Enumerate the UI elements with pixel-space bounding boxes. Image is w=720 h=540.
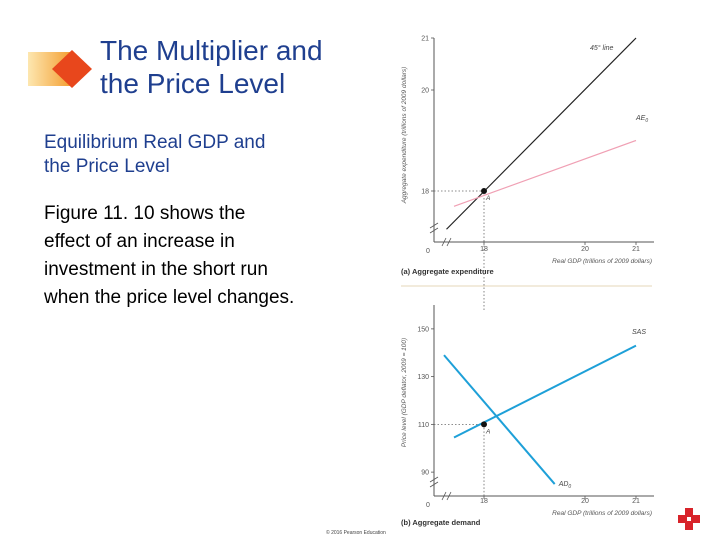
panel-b-y-axis-label: Price level (GDP deflator, 2009 = 100)	[401, 337, 408, 448]
panel-a-x-tick-label: 18	[480, 246, 488, 253]
panel-b-point-label: A	[486, 428, 491, 436]
panel-a-x-axis-label: Real GDP (trillions of 2009 dollars)	[552, 258, 652, 265]
panel-b-x-tick-label: 20	[581, 498, 589, 505]
panel-a-x-tick-label: 21	[632, 246, 640, 253]
body-line-2: effect of an increase in	[44, 231, 235, 252]
panel-a-point-label: A	[486, 195, 491, 202]
panel-a-series-label-1: 45° line	[590, 45, 614, 52]
panel-b-series-label-subscript: 0	[568, 484, 572, 491]
panel-b-point-marker	[481, 421, 487, 427]
panel-a-series-line-2	[454, 141, 636, 207]
panel-a-y-tick-label: 18	[421, 188, 429, 196]
title-line-1: The Multiplier and	[100, 35, 323, 66]
panel-b-x-tick-label: 18	[480, 498, 488, 505]
panel-b-origin-label: 0	[426, 502, 430, 509]
panel-b-y-tick-label: 110	[417, 421, 429, 429]
panel-b-caption: (b) Aggregate demand	[401, 518, 481, 527]
panel-b-series-line-2	[444, 355, 555, 484]
panel-b-x-tick-label: 21	[632, 498, 640, 505]
panel-b-y-tick-label: 130	[417, 374, 429, 382]
panel-a-series-label-2: $AE_0$	[636, 115, 649, 124]
panel-a-y-tick-label: 20	[421, 87, 429, 95]
subtitle-line-1: Equilibrium Real GDP and	[44, 132, 266, 153]
red-cross-nav-icon[interactable]	[678, 508, 700, 530]
panel-a-x-tick-label: 20	[581, 246, 589, 253]
subtitle-line-2: the Price Level	[44, 156, 170, 177]
body-line-3: investment in the short run	[44, 259, 268, 280]
panel-b-y-tick-label: 90	[421, 469, 429, 477]
panel-b-x-axis-label: Real GDP (trillions of 2009 dollars)	[552, 510, 652, 517]
panel-a-caption: (a) Aggregate expenditure	[401, 267, 494, 276]
panel-a-origin-label: 0	[426, 248, 430, 255]
panel-a-point-marker	[481, 188, 487, 194]
title-line-2: the Price Level	[100, 68, 286, 99]
copyright-text: © 2016 Pearson Education	[326, 530, 386, 536]
panel-a-y-tick-label: 21	[421, 35, 429, 43]
panel-b-y-tick-label: 150	[417, 326, 429, 334]
body-line-4: when the price level changes.	[44, 287, 295, 308]
panel-a-series-line-1	[447, 38, 637, 229]
panel-a-series-label-subscript: 0	[645, 118, 649, 124]
panel-b-series-label-2: $AD_0$	[558, 481, 572, 491]
panel-a-y-axis-label: Aggregate expenditure (trillions of 2009 dollars)	[401, 66, 408, 204]
body-line-1: Figure 11. 10 shows the	[44, 203, 246, 224]
panel-b-series-label-1: SAS	[632, 329, 647, 336]
